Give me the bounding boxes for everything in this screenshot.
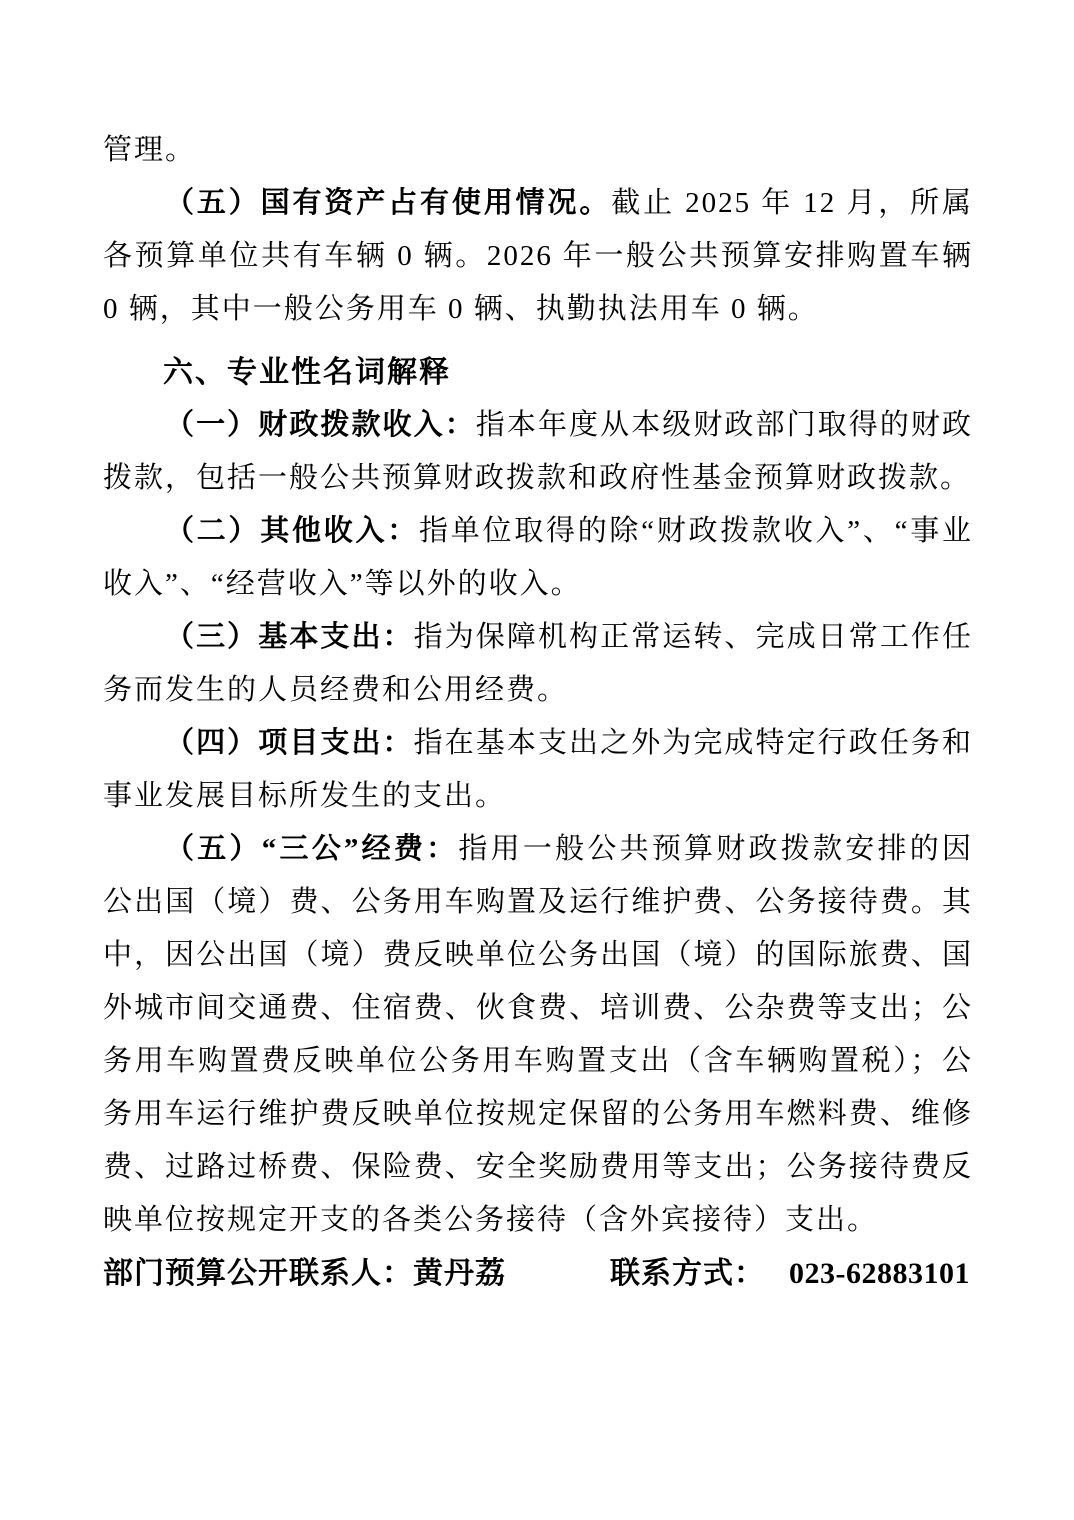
term-fiscal-appropriation-income-label: （一）财政拨款收入： [165, 409, 476, 441]
contact-phone-number: 023-62883101 [789, 1257, 970, 1290]
section-heading: 六、专业性名词解释 [163, 356, 451, 389]
term-other-income-text: 指单位取得的除“财政拨款收入”、“事业收入”、“经营收入”等以外的收入。 [103, 515, 973, 600]
paragraph-previous-tail [103, 124, 973, 177]
term-project-expenditure-text: 指在基本支出之外为完成特定行政任务和事业发展目标所发生的支出。 [103, 727, 973, 812]
term-project-expenditure [103, 717, 973, 823]
term-other-income [103, 505, 973, 611]
term-basic-expenditure-text: 指为保障机构正常运转、完成日常工作任务而发生的人员经费和公用经费。 [103, 621, 973, 706]
term-three-public-funds [103, 823, 973, 1247]
term-three-public-funds-text: 指用一般公共预算财政拨款安排的因公出国（境）费、公务用车购置及运行维护费、公务接待费。其中，因公出国（境）费反映单位公务出国（境）的国际旅费、国外城市间交通费、住宿费、伙食费、培训费、公杂费等支出；公务用车购置费反映单位公务用车购置支出（含车辆购置税）；公务用车运行维护费反映单位按规定保留的公务用车燃料费、维修费、过路过桥费、保险费、安全奖励费用等支出；公务接待费反映单位按规定开支的各类公务接待（含外宾接待）支出。 [103, 833, 973, 1236]
term-fiscal-appropriation-income [103, 399, 973, 505]
contact-person-label: 部门预算公开联系人： [103, 1257, 413, 1290]
term-basic-expenditure [103, 611, 973, 717]
paragraph-text: 管理。 [103, 134, 197, 166]
contact-person-name: 黄丹荔 [413, 1257, 506, 1290]
paragraph-state-assets-label: （五）国有资产占有使用情况。 [165, 187, 612, 219]
term-project-expenditure-label: （四）项目支出： [165, 727, 414, 759]
paragraph-state-assets-text: 截止 2025 年 12 月，所属各预算单位共有车辆 0 辆。2026 年一般公共预算安排购置车辆 0 辆，其中一般公务用车 0 辆、执勤执法用车 0 辆。 [103, 187, 973, 325]
term-basic-expenditure-label: （三）基本支出： [165, 621, 414, 653]
paragraph-state-assets [103, 177, 973, 336]
term-fiscal-appropriation-income-text: 指本年度从本级财政部门取得的财政拨款，包括一般公共预算财政拨款和政府性基金预算财政拨款。 [103, 409, 973, 494]
term-other-income-label: （二）其他收入： [165, 515, 419, 547]
contact-method-label: 联系方式： [610, 1257, 765, 1290]
term-three-public-funds-label: （五）“三公”经费： [165, 833, 459, 865]
contact-line [103, 1247, 973, 1300]
